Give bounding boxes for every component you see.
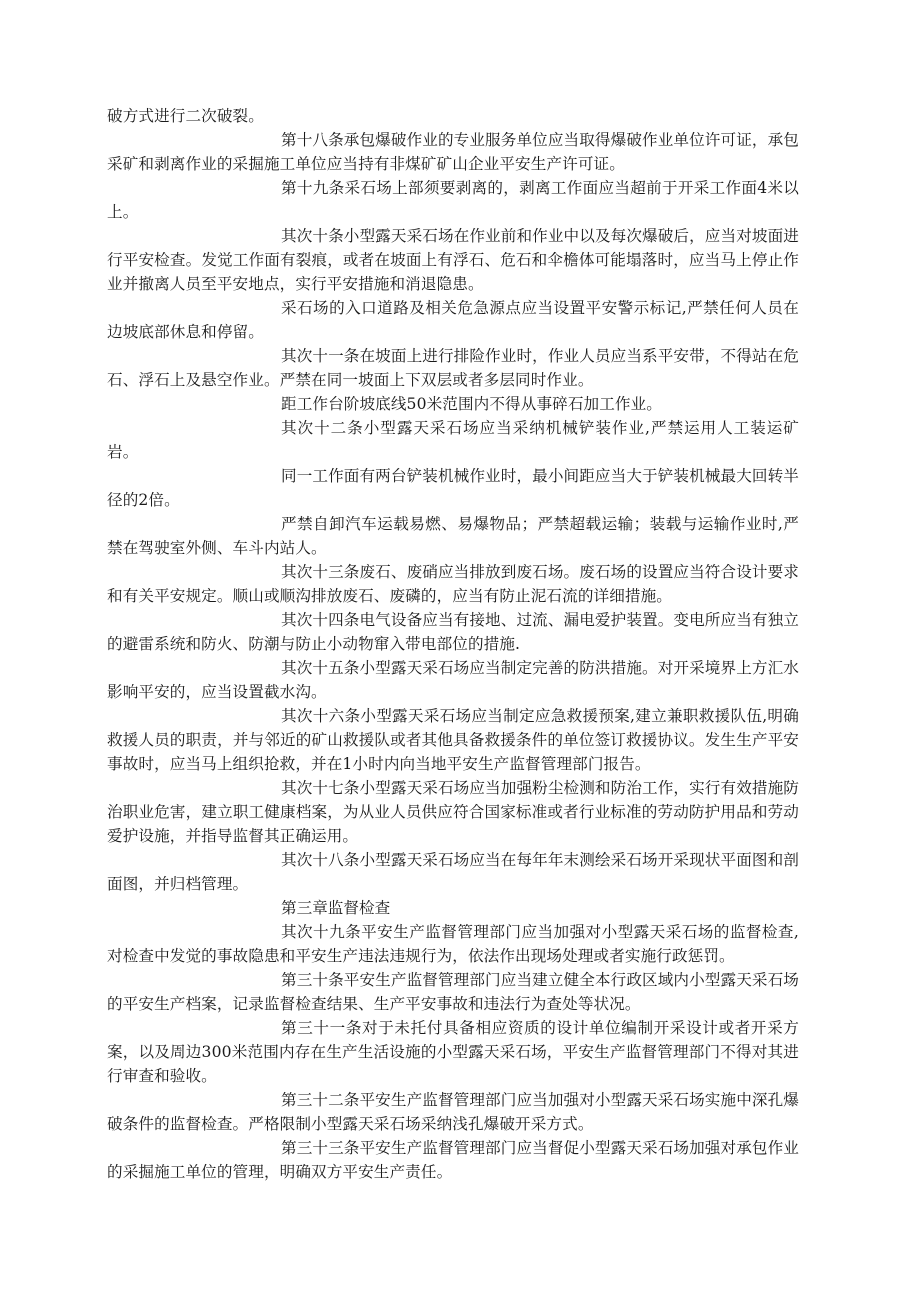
paragraph-article-22-sub-2: 严禁自卸汽车运载易燃、易爆物品；严禁超载运输；装载与运输作业时,严禁在驾驶室外侧、车斗内站人。 (107, 515, 799, 557)
paragraph-article-22: 其次十二条小型露天采石场应当采纳机械铲装作业,严禁运用人工装运矿岩。 (107, 419, 799, 461)
paragraph-article-26: 其次十六条小型露天采石场应当制定应急救援预案,建立兼职救援队伍,明确救援人员的职责，并与邻近的矿山救援队或者其他具备救援条件的单位签订救援协议。发生生产平安事故时，应当马上组织抢救，并在1小时内向当地平安生产监督管理部门报告。 (107, 707, 799, 773)
paragraph-article-29: 其次十九条平安生产监督管理部门应当加强对小型露天采石场的监督检查,对检查中发觉的事故隐患和平安生产违法违规行为，依法作出现场处理或者实施行政惩罚。 (107, 923, 799, 965)
paragraph-article-24: 其次十四条电气设备应当有接地、过流、漏电爱护装置。变电所应当有独立的避雷系统和防火、防潮与防止小动物窜入带电部位的措施. (107, 611, 799, 653)
paragraph-continuation: 破方式进行二次破裂。 (107, 107, 264, 125)
paragraph-article-27: 其次十七条小型露天采石场应当加强粉尘检测和防治工作，实行有效措施防治职业危害，建立职工健康档案，为从业人员供应符合国家标准或者行业标准的劳动防护用品和劳动爱护设施，并指导监督其正确运用。 (107, 779, 799, 845)
paragraph-article-28: 其次十八条小型露天采石场应当在每年年末测绘采石场开采现状平面图和剖面图，并归档管理。 (107, 851, 799, 893)
paragraph-article-33: 第三十三条平安生产监督管理部门应当督促小型露天采石场加强对承包作业的采掘施工单位的管理，明确双方平安生产责任。 (107, 1139, 799, 1181)
paragraph-article-19: 第十九条采石场上部须要剥离的，剥离工作面应当超前于开采工作面4米以上。 (107, 179, 799, 221)
paragraph-article-30: 第三十条平安生产监督管理部门应当建立健全本行政区域内小型露天采石场的平安生产档案，记录监督检查结果、生产平安事故和违法行为查处等状况。 (107, 971, 799, 1013)
paragraph-article-20: 其次十条小型露天采石场在作业前和作业中以及每次爆破后，应当对坡面进行平安检查。发觉工作面有裂痕，或者在坡面上有浮石、危石和伞檐体可能塌落时，应当马上停止作业并撤离人员至平安地点，实行平安措施和消退隐患。 (107, 227, 799, 293)
paragraph-article-23: 其次十三条废石、废硝应当排放到废石场。废石场的设置应当符合设计要求和有关平安规定。顺山或顺沟排放废石、废磷的，应当有防止泥石流的详细措施。 (107, 563, 799, 605)
paragraph-article-22-sub-1: 同一工作面有两台铲装机械作业时，最小间距应当大于铲装机械最大回转半径的2倍。 (107, 467, 799, 509)
chapter-title: 第三章监督检查 (281, 899, 391, 917)
paragraph-article-31: 第三十一条对于未托付具备相应资质的设计单位编制开采设计或者开采方案，以及周边300米范围内存在生产生活设施的小型露天采石场，平安生产监督管理部门不得对其进行审查和验收。 (107, 1019, 799, 1085)
paragraph-article-20-sub: 采石场的入口道路及相关危急源点应当设置平安警示标记,严禁任何人员在边坡底部休息和停留。 (107, 299, 799, 341)
paragraph-article-18: 第十八条承包爆破作业的专业服务单位应当取得爆破作业单位许可证，承包采矿和剥离作业的采掘施工单位应当持有非煤矿矿山企业平安生产许可证。 (107, 131, 799, 173)
paragraph-article-32: 第三十二条平安生产监督管理部门应当加强对小型露天采石场实施中深孔爆破条件的监督检查。严格限制小型露天采石场采纳浅孔爆破开采方式。 (107, 1091, 799, 1133)
paragraph-article-21: 其次十一条在坡面上进行排险作业时，作业人员应当系平安带，不得站在危石、浮石上及悬空作业。严禁在同一坡面上下双层或者多层同时作业。 (107, 347, 799, 389)
document-body (107, 104, 799, 1184)
paragraph-article-21-sub: 距工作台阶坡底线50米范围内不得从事碎石加工作业。 (281, 395, 662, 413)
paragraph-article-25: 其次十五条小型露天采石场应当制定完善的防洪措施。对开采境界上方汇水影响平安的，应当设置截水沟。 (107, 659, 799, 701)
